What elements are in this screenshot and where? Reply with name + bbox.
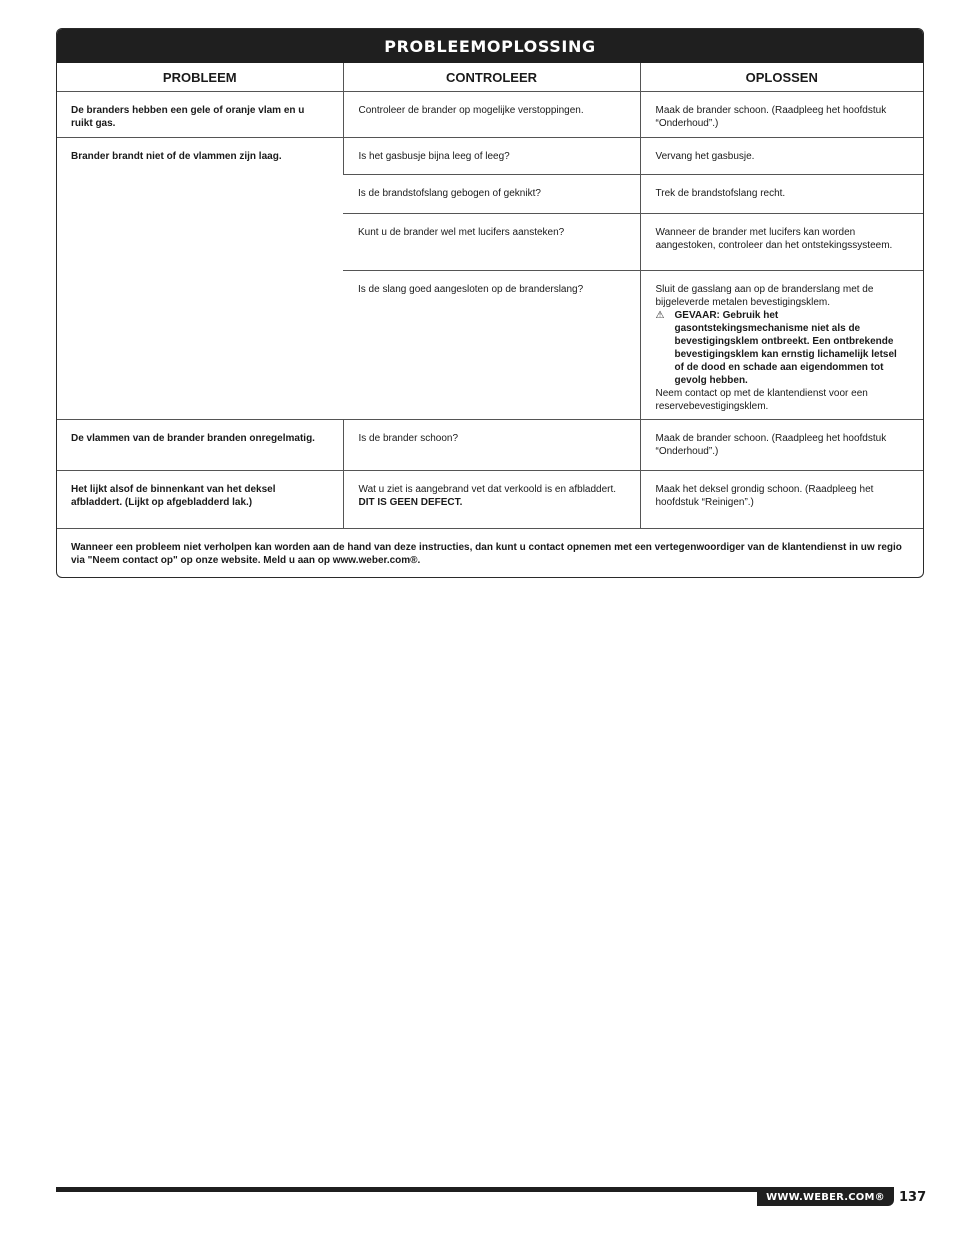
check-text: Wat u ziet is aangebrand vet dat verkoold is en afbladdert. [358, 484, 617, 495]
table-row [57, 471, 923, 528]
solution-cell: Trek de brandstofslang recht. [640, 175, 923, 214]
check-emphasis: DIT IS GEEN DEFECT. [358, 497, 463, 508]
problem-cell: De vlammen van de brander branden onregelmatig. [57, 420, 343, 471]
section-title: PROBLEEMOPLOSSING [57, 29, 923, 63]
solution-cell: Maak de brander schoon. (Raadpleeg het hoofdstuk “Onderhoud”.) [640, 92, 923, 138]
table-header-row [57, 63, 923, 92]
solution-cell: Wanneer de brander met lucifers kan worden aangestoken, controleer dan het ontstekingssysteem. [640, 214, 923, 271]
solution-outro: Neem contact op met de klantendienst voor een reservebevestigingsklem. [655, 388, 868, 412]
solution-cell: Maak het deksel grondig schoon. (Raadpleeg het hoofdstuk “Reinigen”.) [640, 471, 923, 528]
solution-intro: Sluit de gasslang aan op de branderslang met de bijgeleverde metalen bevestigingsklem. [655, 284, 874, 308]
solution-cell: Vervang het gasbusje. [640, 138, 923, 175]
header-probleem: PROBLEEM [57, 63, 343, 92]
problem-cell: Brander brandt niet of de vlammen zijn laag. [57, 138, 343, 420]
solution-cell [640, 271, 923, 420]
solution-cell: Maak de brander schoon. (Raadpleeg het hoofdstuk “Onderhoud”.) [640, 420, 923, 471]
website-link[interactable]: WWW.WEBER.COM® [757, 1188, 894, 1206]
troubleshooting-panel [56, 28, 924, 578]
page-number: 137 [899, 1190, 927, 1205]
troubleshooting-table [57, 63, 923, 528]
table-row [57, 138, 923, 175]
problem-cell: Het lijkt alsof de binnenkant van het deksel afbladdert. (Lijkt op afgebladderd lak.) [57, 471, 343, 528]
check-cell: Kunt u de brander wel met lucifers aansteken? [343, 214, 640, 271]
check-cell [343, 471, 640, 528]
check-cell: Controleer de brander op mogelijke verstoppingen. [343, 92, 640, 138]
warning-text: GEVAAR: Gebruik het gasontstekingsmechanisme niet als de bevestigingsklem ontbreekt. Een ontbrekende bevestigingsklem kan ernstig lichamelijk letsel of de dood en schade aan eigendommen tot gevolg hebben. [674, 310, 897, 386]
check-cell: Is het gasbusje bijna leeg of leeg? [343, 138, 640, 175]
contact-footnote: Wanneer een probleem niet verholpen kan worden aan de hand van deze instructies, dan kunt u contact opnemen met een vertegenwoordiger van de klantendienst in uw regio via "Neem contact op" op onze website. Meld u aan op www.weber.com®. [57, 528, 923, 577]
header-controleer: CONTROLEER [343, 63, 640, 92]
warning-triangle-icon: ⚠ [655, 310, 665, 321]
header-oplossen: OPLOSSEN [640, 63, 923, 92]
warning-block [656, 309, 910, 387]
table-row [57, 92, 923, 138]
check-cell: Is de brander schoon? [343, 420, 640, 471]
check-cell: Is de slang goed aangesloten op de branderslang? [343, 271, 640, 420]
table-row [57, 420, 923, 471]
check-cell: Is de brandstofslang gebogen of geknikt? [343, 175, 640, 214]
problem-cell: De branders hebben een gele of oranje vlam en u ruikt gas. [71, 105, 305, 129]
